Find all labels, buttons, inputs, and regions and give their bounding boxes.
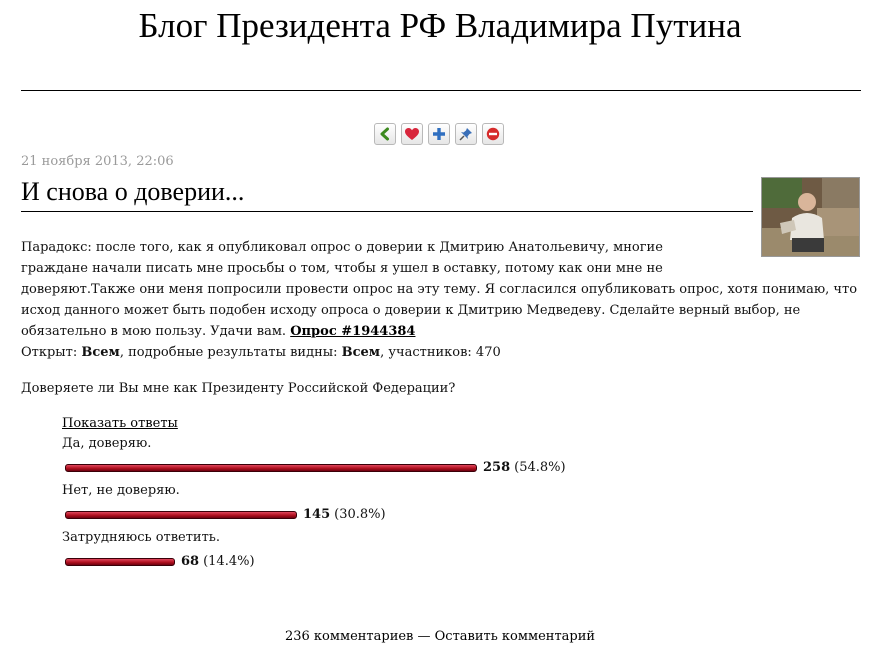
poll-results — [62, 414, 622, 575]
poll-answer — [62, 434, 622, 481]
poll-answer — [62, 528, 622, 575]
pin-icon[interactable] — [455, 123, 477, 145]
answer-label: Затрудняюсь ответить. — [62, 530, 220, 545]
answer-count: 68 — [181, 553, 200, 569]
post-footer — [0, 629, 880, 644]
post-body — [21, 237, 861, 399]
post-text: доверяют.Также они меня попросили провести опрос на эту тему. Я согласился опубликовать опрос, хотя понимаю, что исход данного может быть подобен исходу опроса о доверии к Дмитрию Медведеву. Сделайте верный выбор, не обязательно в мою пользу. Удачи вам. — [21, 282, 858, 339]
poll-question: Доверяете ли Вы мне как Президенту Российской Федерации? — [21, 381, 456, 396]
poll-answer — [62, 481, 622, 528]
answer-bar — [65, 558, 175, 566]
post-action-toolbar — [374, 123, 504, 145]
footer-separator: — — [413, 629, 435, 644]
poll-results-label: , подробные результаты видны: — [119, 345, 338, 360]
answer-label: Да, доверяю. — [62, 436, 152, 451]
heart-icon[interactable] — [401, 123, 423, 145]
post-date: 21 ноября 2013, 22:06 — [21, 154, 174, 169]
header-divider — [21, 90, 861, 91]
comments-link[interactable]: 236 комментариев — [284, 629, 414, 644]
post-title[interactable]: И снова о доверии... — [21, 177, 753, 212]
leave-comment-link[interactable]: Оставить комментарий — [434, 629, 596, 644]
stop-icon[interactable] — [482, 123, 504, 145]
poll-open-label: Открыт: — [21, 345, 78, 360]
poll-link[interactable]: Опрос #1944384 — [290, 324, 416, 339]
answer-percent: (54.8%) — [514, 459, 566, 475]
answer-label: Нет, не доверяю. — [62, 483, 180, 498]
poll-open-value: Всем — [81, 345, 120, 360]
poll-participants: , участников: 470 — [380, 345, 501, 360]
show-answers-link[interactable]: Показать ответы — [62, 416, 178, 431]
answer-bar — [65, 464, 477, 472]
blog-title: Блог Президента РФ Владимира Путина — [138, 6, 742, 45]
poll-meta — [21, 342, 861, 363]
answer-count: 258 — [483, 459, 511, 475]
post-text-line: Парадокс: после того, как я опубликовал опрос о доверии к Дмитрию Анатольевичу, многие — [21, 240, 663, 255]
post-text-line: граждане начали писать мне просьбы о том, чтобы я ушел в оставку, потому как они мне не — [21, 261, 663, 276]
answer-count: 145 — [303, 506, 331, 522]
answer-percent: (30.8%) — [334, 506, 386, 522]
back-arrow-icon[interactable] — [374, 123, 396, 145]
answer-percent: (14.4%) — [203, 553, 255, 569]
answer-bar — [65, 511, 297, 519]
poll-results-value: Всем — [341, 345, 381, 360]
plus-icon[interactable] — [428, 123, 450, 145]
